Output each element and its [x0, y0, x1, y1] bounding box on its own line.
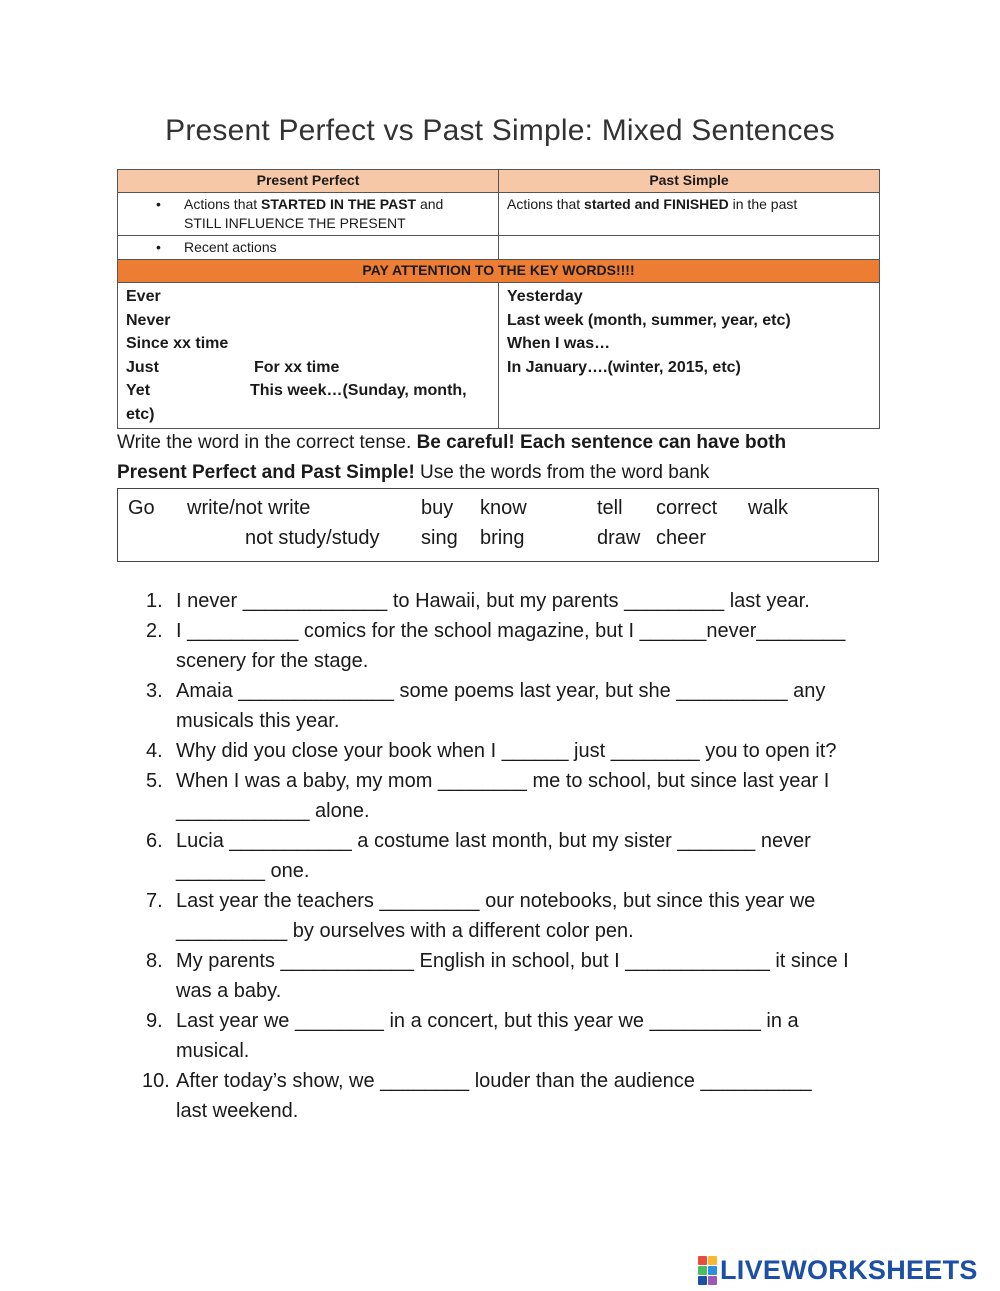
word-bank-item: bring	[480, 527, 525, 549]
exercise-item: 9. Last year we ________ in a concert, but this year we __________ in a musical.	[146, 1010, 799, 1062]
instructions: Write the word in the correct tense. Be careful! Each sentence can have both Present Perfect and Past Simple! Use the words from the word bank	[117, 432, 787, 483]
exercise-item: 10. After today’s show, we ________ louder than the audience __________ last weekend.	[142, 1070, 812, 1122]
header-past-simple: Past Simple	[499, 170, 880, 193]
word-bank-item: tell	[597, 497, 623, 519]
word-bank-item: correct	[656, 497, 718, 519]
past-simple-key-words: Yesterday Last week (month, summer, year, etc) When I was… In January….(winter, 2015, etc)	[499, 283, 880, 429]
word-bank-item: Go	[128, 497, 155, 519]
exercise-item: 3. Amaia ______________ some poems last year, but she __________ any musicals this year.	[146, 680, 826, 732]
liveworksheets-logo	[698, 1255, 978, 1285]
table-row	[118, 193, 880, 236]
exercise-item: 2. I __________ comics for the school magazine, but I ______never________ scenery for the stage.	[146, 620, 846, 672]
key-words-banner-row	[118, 260, 880, 283]
past-simple-usage-2	[499, 236, 880, 260]
table-row	[118, 236, 880, 260]
word-bank-item: sing	[421, 527, 458, 549]
logo-block	[698, 1256, 707, 1265]
word-bank-item: buy	[421, 497, 454, 519]
logo-text: LIVEWORKSHEETS	[720, 1254, 978, 1285]
exercise-item: 5. When I was a baby, my mom ________ me to school, but since last year I ____________ alone.	[146, 770, 830, 822]
logo-block	[698, 1276, 707, 1285]
key-words-banner: PAY ATTENTION TO THE KEY WORDS!!!!	[118, 260, 880, 283]
logo-block	[698, 1266, 707, 1275]
exercise-item: 7. Last year the teachers _________ our notebooks, but since this year we __________ by ourselves with a different color pen.	[146, 890, 816, 942]
header-present-perfect: Present Perfect	[118, 170, 499, 193]
word-bank-item: draw	[597, 527, 641, 549]
bullet-icon: •	[156, 196, 161, 212]
word-bank-item: cheer	[656, 527, 707, 549]
exercise-item: 6. Lucia ___________ a costume last month, but my sister _______ never ________ one.	[146, 830, 811, 882]
table-header-row	[118, 170, 880, 193]
word-bank-item: know	[480, 497, 527, 519]
word-bank	[117, 488, 879, 562]
exercise-item: 8. My parents ____________ English in school, but I _____________ it since I was a baby.	[146, 950, 849, 1002]
exercise-item: 1. I never _____________ to Hawaii, but my parents _________ last year.	[146, 590, 810, 612]
word-bank-item: walk	[748, 497, 789, 519]
word-bank-item: not study/study	[245, 527, 380, 549]
present-perfect-key-words: Ever Never Since xx time Just For xx time Yet This week…(Sunday, month, etc)	[118, 283, 499, 429]
page-title: Present Perfect vs Past Simple: Mixed Sentences	[165, 114, 835, 147]
key-words-row	[118, 283, 880, 429]
grammar-table	[117, 169, 880, 429]
exercise-item: 4. Why did you close your book when I ______ just ________ you to open it?	[146, 740, 837, 762]
logo-blocks-icon	[698, 1256, 717, 1285]
logo-block	[708, 1266, 717, 1275]
bullet-icon: •	[156, 239, 161, 255]
logo-block	[708, 1256, 717, 1265]
past-simple-usage: Actions that started and FINISHED in the past	[499, 193, 880, 236]
present-perfect-usage-2: • Recent actions	[118, 236, 499, 260]
logo-block	[708, 1276, 717, 1285]
exercise-list	[142, 586, 886, 1126]
word-bank-item: write/not write	[187, 497, 311, 519]
present-perfect-usage-1: • Actions that STARTED IN THE PAST and STILL INFLUENCE THE PRESENT	[118, 193, 499, 236]
